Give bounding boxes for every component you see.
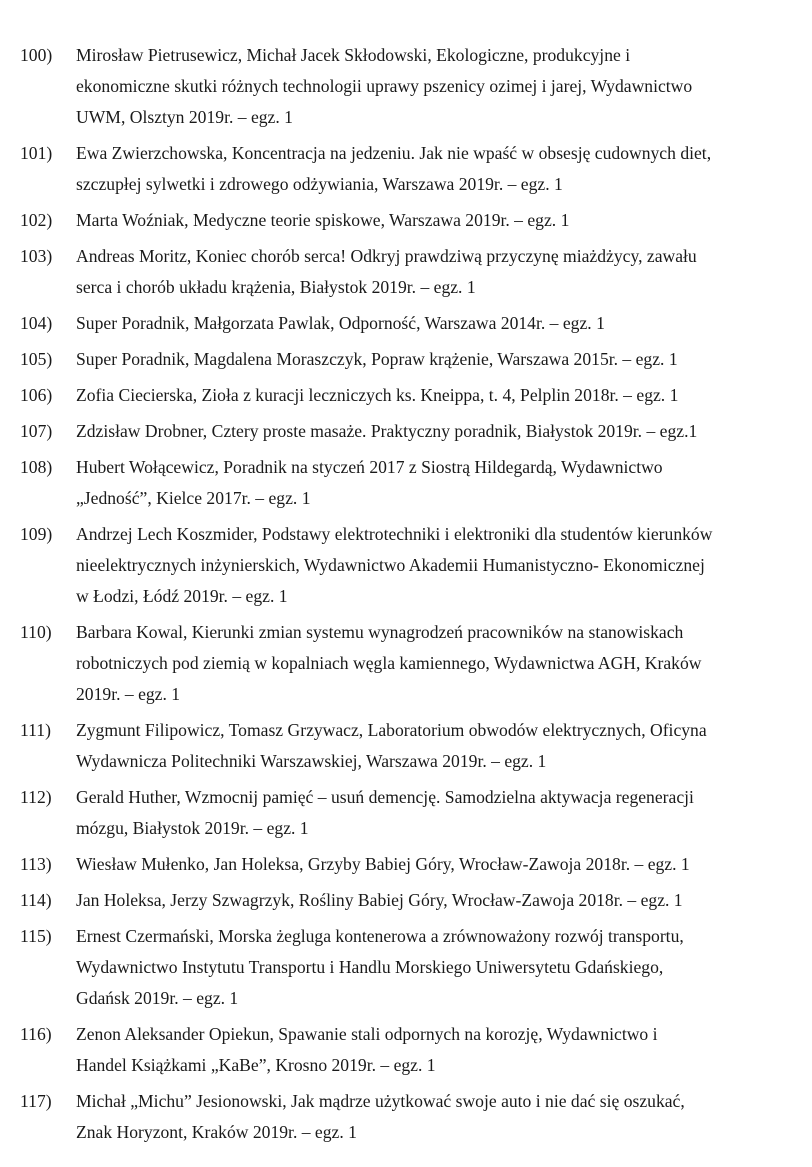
entry-number: 117)	[20, 1091, 52, 1111]
list-item	[20, 241, 802, 303]
entry-number: 105)	[20, 349, 53, 369]
entry-line: Super Poradnik, Magdalena Moraszczyk, Popraw krążenie, Warszawa 2015r. – egz. 1	[76, 349, 678, 369]
list-item	[20, 1019, 802, 1081]
entry-line: „Jedność”, Kielce 2017r. – egz. 1	[76, 488, 311, 508]
entry-text	[76, 782, 802, 844]
entry-line: Handel Książkami „KaBe”, Krosno 2019r. – egz. 1	[76, 1055, 436, 1075]
entry-number: 103)	[20, 246, 53, 266]
entry-text	[76, 1019, 802, 1081]
list-item	[20, 138, 802, 200]
entry-number: 107)	[20, 421, 53, 441]
entry-line: Super Poradnik, Małgorzata Pawlak, Odporność, Warszawa 2014r. – egz. 1	[76, 313, 605, 333]
bibliography-list	[20, 40, 802, 1153]
entry-text	[76, 617, 802, 710]
list-item	[20, 782, 802, 844]
entry-number: 115)	[20, 926, 52, 946]
entry-line: Jan Holeksa, Jerzy Szwagrzyk, Rośliny Babiej Góry, Wrocław-Zawoja 2018r. – egz. 1	[76, 890, 683, 910]
entry-text	[76, 241, 802, 303]
entry-line: Mirosław Pietrusewicz, Michał Jacek Skłodowski, Ekologiczne, produkcyjne i	[76, 45, 631, 65]
list-item	[20, 885, 802, 916]
list-item	[20, 344, 802, 375]
entry-line: Michał „Michu” Jesionowski, Jak mądrze użytkować swoje auto i nie dać się oszukać,	[76, 1091, 685, 1111]
entry-line: Gdańsk 2019r. – egz. 1	[76, 988, 239, 1008]
list-item	[20, 452, 802, 514]
entry-number: 111)	[20, 720, 51, 740]
entry-text	[76, 452, 802, 514]
entry-line: Wydawnictwo Instytutu Transportu i Handlu Morskiego Uniwersytetu Gdańskiego,	[76, 957, 664, 977]
list-item	[20, 416, 802, 447]
entry-line: Znak Horyzont, Kraków 2019r. – egz. 1	[76, 1122, 357, 1142]
entry-number: 104)	[20, 313, 53, 333]
entry-text	[76, 849, 802, 880]
entry-number: 106)	[20, 385, 53, 405]
entry-line: szczupłej sylwetki i zdrowego odżywiania, Warszawa 2019r. – egz. 1	[76, 174, 563, 194]
entry-line: Zenon Aleksander Opiekun, Spawanie stali odpornych na korozję, Wydawnictwo i	[76, 1024, 658, 1044]
entry-line: w Łodzi, Łódź 2019r. – egz. 1	[76, 586, 288, 606]
entry-number: 101)	[20, 143, 53, 163]
entry-text	[76, 205, 802, 236]
entry-number: 116)	[20, 1024, 52, 1044]
entry-line: Ernest Czermański, Morska żegluga kontenerowa a zrównoważony rozwój transportu,	[76, 926, 684, 946]
entry-line: UWM, Olsztyn 2019r. – egz. 1	[76, 107, 293, 127]
entry-line: Zofia Ciecierska, Zioła z kuracji leczniczych ks. Kneippa, t. 4, Pelplin 2018r. – egz. 1	[76, 385, 679, 405]
entry-line: ekonomiczne skutki różnych technologii uprawy pszenicy ozimej i jarej, Wydawnictwo	[76, 76, 693, 96]
entry-number: 113)	[20, 854, 52, 874]
list-item	[20, 617, 802, 710]
entry-number: 114)	[20, 890, 52, 910]
list-item	[20, 849, 802, 880]
entry-text	[76, 885, 802, 916]
entry-text	[76, 519, 802, 612]
entry-text	[76, 380, 802, 411]
entry-line: Hubert Wołącewicz, Poradnik na styczeń 2017 z Siostrą Hildegardą, Wydawnictwo	[76, 457, 663, 477]
entry-line: Gerald Huther, Wzmocnij pamięć – usuń demencję. Samodzielna aktywacja regeneracji	[76, 787, 694, 807]
entry-number: 102)	[20, 210, 53, 230]
entry-line: Andreas Moritz, Koniec chorób serca! Odkryj prawdziwą przyczynę miażdżycy, zawału	[76, 246, 697, 266]
entry-line: Wydawnicza Politechniki Warszawskiej, Warszawa 2019r. – egz. 1	[76, 751, 547, 771]
entry-text	[76, 715, 802, 777]
entry-line: Ewa Zwierzchowska, Koncentracja na jedzeniu. Jak nie wpaść w obsesję cudownych diet,	[76, 143, 712, 163]
entry-number: 110)	[20, 622, 52, 642]
entry-text	[76, 308, 802, 339]
list-item	[20, 519, 802, 612]
entry-text	[76, 416, 802, 447]
list-item	[20, 40, 802, 133]
entry-number: 112)	[20, 787, 52, 807]
entry-number: 108)	[20, 457, 53, 477]
list-item	[20, 308, 802, 339]
entry-line: 2019r. – egz. 1	[76, 684, 181, 704]
entry-line: Zdzisław Drobner, Cztery proste masaże. Praktyczny poradnik, Białystok 2019r. – egz.1	[76, 421, 698, 441]
list-item	[20, 1086, 802, 1148]
entry-line: Wiesław Mułenko, Jan Holeksa, Grzyby Babiej Góry, Wrocław-Zawoja 2018r. – egz. 1	[76, 854, 690, 874]
entry-line: serca i chorób układu krążenia, Białystok 2019r. – egz. 1	[76, 277, 476, 297]
list-item	[20, 205, 802, 236]
entry-text	[76, 344, 802, 375]
entry-text	[76, 1086, 802, 1148]
entry-text	[76, 138, 802, 200]
entry-line: Zygmunt Filipowicz, Tomasz Grzywacz, Laboratorium obwodów elektrycznych, Oficyna	[76, 720, 707, 740]
entry-text	[76, 921, 802, 1014]
entry-number: 100)	[20, 45, 53, 65]
entry-line: robotniczych pod ziemią w kopalniach węgla kamiennego, Wydawnictwa AGH, Kraków	[76, 653, 702, 673]
entry-line: Marta Woźniak, Medyczne teorie spiskowe, Warszawa 2019r. – egz. 1	[76, 210, 570, 230]
entry-number: 109)	[20, 524, 53, 544]
list-item	[20, 921, 802, 1014]
entry-line: Barbara Kowal, Kierunki zmian systemu wynagrodzeń pracowników na stanowiskach	[76, 622, 684, 642]
entry-text	[76, 40, 802, 133]
entry-line: mózgu, Białystok 2019r. – egz. 1	[76, 818, 309, 838]
list-item	[20, 715, 802, 777]
entry-line: Andrzej Lech Koszmider, Podstawy elektrotechniki i elektroniki dla studentów kierunków	[76, 524, 713, 544]
entry-line: nieelektrycznych inżynierskich, Wydawnictwo Akademii Humanistyczno- Ekonomicznej	[76, 555, 705, 575]
list-item	[20, 380, 802, 411]
